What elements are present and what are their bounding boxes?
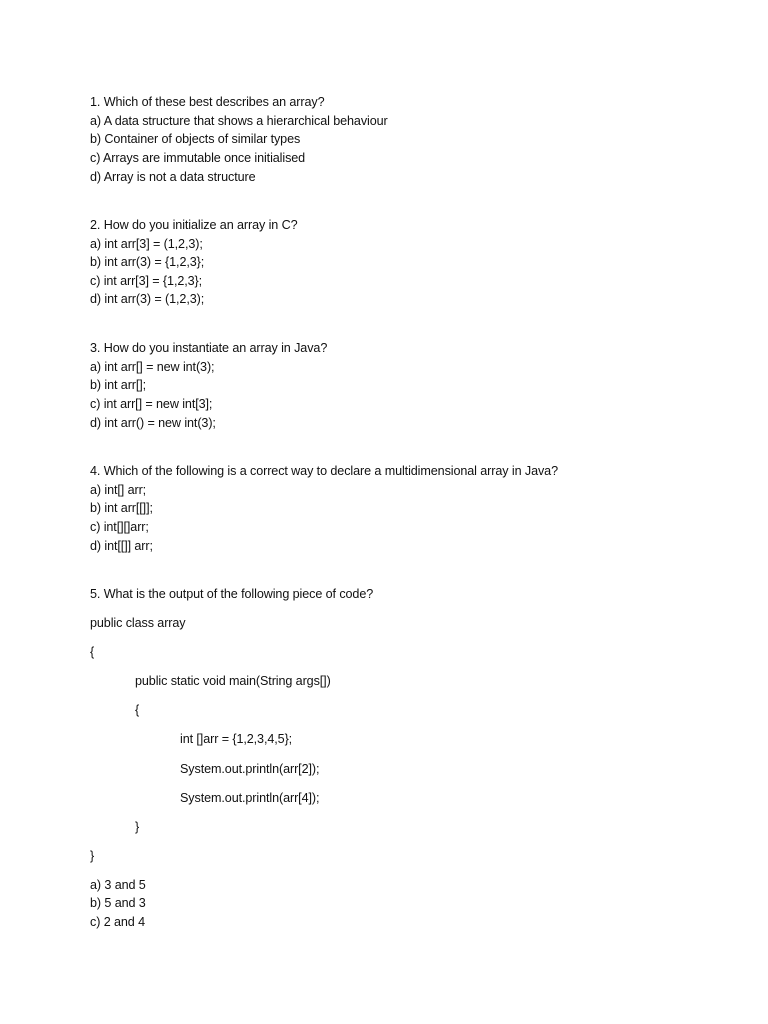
question-3-option-c: c) int arr[] = new int[3];	[90, 397, 213, 411]
question-2-option-d: d) int arr(3) = (1,2,3);	[90, 292, 205, 306]
question-3-prompt: 3. How do you instantiate an array in Java?	[90, 341, 328, 355]
code-line-open-brace: {	[90, 645, 95, 659]
question-5-option-a: a) 3 and 5	[90, 878, 146, 892]
code-line-method-open-brace: {	[135, 703, 140, 717]
question-3-option-d: d) int arr() = new int(3);	[90, 416, 216, 430]
question-2-prompt: 2. How do you initialize an array in C?	[90, 218, 298, 232]
question-4-option-b: b) int arr[[]];	[90, 501, 153, 515]
question-5-prompt: 5. What is the output of the following piece of code?	[90, 587, 374, 601]
code-line-method-close-brace: }	[135, 820, 140, 834]
question-2-option-c: c) int arr[3] = {1,2,3};	[90, 274, 203, 288]
question-2-option-a: a) int arr[3] = (1,2,3);	[90, 237, 203, 251]
question-1-option-a: a) A data structure that shows a hierarchical behaviour	[90, 114, 388, 128]
question-4-option-a: a) int[] arr;	[90, 483, 147, 497]
question-4-prompt: 4. Which of the following is a correct way to declare a multidimensional array in Java?	[90, 464, 558, 478]
question-5-option-c: c) 2 and 4	[90, 915, 146, 929]
question-1-prompt: 1. Which of these best describes an array?	[90, 95, 325, 109]
question-3-option-b: b) int arr[];	[90, 378, 147, 392]
question-3-option-a: a) int arr[] = new int(3);	[90, 360, 215, 374]
question-4-option-c: c) int[][]arr;	[90, 520, 149, 534]
question-1-option-b: b) Container of objects of similar types	[90, 132, 301, 146]
question-2-option-b: b) int arr(3) = {1,2,3};	[90, 255, 205, 269]
code-line-println-arr4: System.out.println(arr[4]);	[180, 791, 320, 805]
code-line-class-declaration: public class array	[90, 616, 186, 630]
question-1-option-c: c) Arrays are immutable once initialised	[90, 151, 306, 165]
code-line-println-arr2: System.out.println(arr[2]);	[180, 762, 320, 776]
code-line-array-declaration: int []arr = {1,2,3,4,5};	[180, 732, 293, 746]
question-4-option-d: d) int[[]] arr;	[90, 539, 153, 553]
code-line-main-method: public static void main(String args[])	[135, 674, 331, 688]
question-1-option-d: d) Array is not a data structure	[90, 170, 256, 184]
code-line-class-close-brace: }	[90, 849, 95, 863]
question-5-option-b: b) 5 and 3	[90, 896, 146, 910]
